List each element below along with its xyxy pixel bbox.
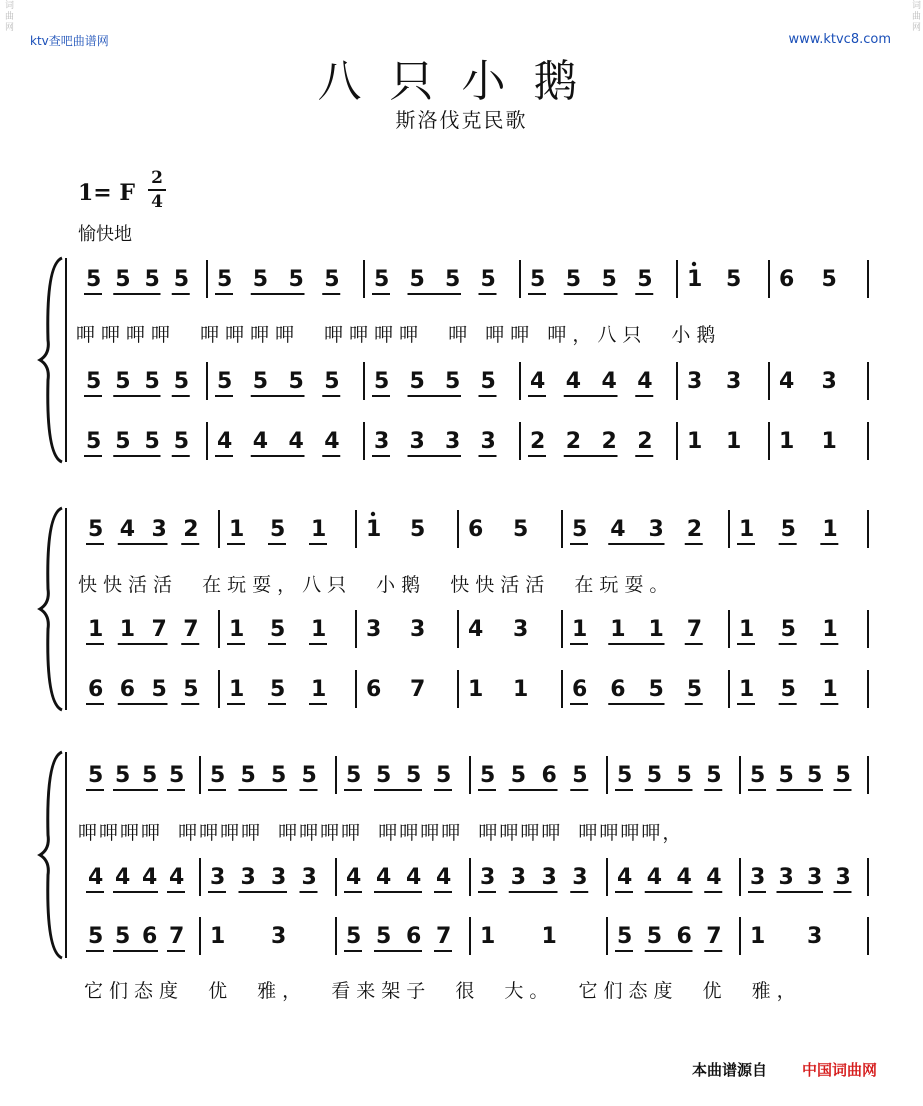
note: 5 [821,267,837,292]
note: 4 [252,429,269,454]
note: 6 [572,677,588,702]
note: 4 [676,865,692,890]
note: 3 [151,517,167,542]
note: 5 [480,763,496,788]
note: 3 [687,369,703,394]
note: 5 [270,677,286,702]
note: 5 [86,267,102,292]
note: 3 [821,369,837,394]
note: 1 [821,429,837,454]
time-signature-bottom: 4 [151,192,163,212]
note: 2 [601,429,617,454]
note: 4 [376,865,392,890]
note: 1 [750,924,766,949]
note: 1 [229,517,245,542]
lyrics-line-1: 呷呷呷呷 呷呷呷呷 呷呷呷呷 呷 呷呷 呷，八只 小鹅 [76,324,722,346]
note: 7 [151,617,167,642]
note: 4 [565,369,582,394]
note: 3 [778,865,794,890]
note: 6 [366,677,382,702]
note: 5 [217,369,233,394]
note: 1 [210,924,226,949]
note: 1 [311,617,327,642]
system-brace [40,752,62,958]
note: 3 [750,865,766,890]
note: 1 [229,677,245,702]
note: 1 [572,617,588,642]
note: 4 [468,617,484,642]
note: 3 [374,429,390,454]
note: 7 [183,617,199,642]
note: 5 [780,677,796,702]
note: 3 [513,617,529,642]
note: 7 [706,924,722,949]
note: 1 [311,517,327,542]
note: 3 [648,517,664,542]
note: 5 [807,763,823,788]
note: 5 [510,763,527,788]
note: 5 [530,267,546,292]
song-title: 八只小鹅 [317,56,606,107]
note: 6 [468,517,484,542]
note: 3 [807,924,823,949]
note: 1 [822,617,838,642]
note: 5 [726,267,742,292]
note: 5 [88,924,104,949]
note: 2 [637,429,653,454]
note: 2 [530,429,546,454]
note: 3 [445,429,461,454]
note: 5 [750,763,766,788]
note: 3 [807,865,823,890]
note: 1 [822,517,838,542]
note: 4 [119,517,136,542]
note: 1 [513,677,529,702]
note: 3 [480,865,496,890]
note: 1 [366,517,382,542]
note: 4 [530,369,546,394]
note: 5 [86,369,102,394]
note: 5 [169,763,185,788]
note: 1 [468,677,484,702]
note: 2 [183,517,199,542]
lyrics-line-3: 呷呷呷呷 呷呷呷呷 呷呷呷呷 呷呷呷呷 呷呷呷呷 呷呷呷呷， [78,822,684,844]
key-signature: 1= F [78,180,136,206]
note: 5 [151,677,167,702]
note: 5 [346,924,362,949]
note: 1 [610,617,626,642]
note: 3 [510,865,527,890]
song-origin: 斯洛伐克民歌 [395,108,528,132]
note: 1 [541,924,557,949]
note: 5 [778,763,794,788]
note: 2 [686,517,703,542]
note: 6 [119,677,136,702]
note: 1 [822,677,838,702]
note: 1 [119,617,136,642]
note: 4 [88,865,104,890]
note: 5 [648,677,664,702]
note: 6 [142,924,158,949]
note: 5 [88,517,104,542]
note: 5 [217,267,233,292]
note: 4 [288,429,304,454]
note: 5 [601,267,617,292]
note: 3 [726,369,742,394]
note: 5 [445,267,461,292]
note: 1 [687,429,703,454]
note: 5 [324,267,340,292]
note: 5 [617,924,633,949]
note: 4 [436,865,452,890]
note: 1 [739,617,755,642]
note: 3 [271,924,287,949]
note: 5 [410,517,426,542]
footer-source-label: 本曲谱源自 [692,1061,768,1079]
note: 4 [610,517,626,542]
note: 7 [686,617,703,642]
note: 5 [436,763,452,788]
note: 5 [115,267,131,292]
note: 5 [376,924,392,949]
note: 5 [706,763,722,788]
note: 5 [676,763,692,788]
note: 1 [88,617,104,642]
note: 3 [240,865,256,890]
time-signature-top: 2 [151,168,163,188]
note: 5 [144,369,160,394]
note: 5 [780,517,796,542]
lyrics-line-4: 它们态度 优 雅， 看来架子 很 大。 它们态度 优 雅， [84,980,802,1002]
note: 1 [229,617,245,642]
source-site-left[interactable]: ktv查吧曲谱网 [30,34,109,48]
note: 5 [646,924,663,949]
note: 3 [301,865,317,890]
note: 5 [173,369,190,394]
note: 5 [144,429,160,454]
note: 1 [739,677,755,702]
note: 5 [572,763,588,788]
note: 4 [779,369,795,394]
watermark-left: 词曲网 [3,0,13,33]
note: 5 [210,763,226,788]
note: 5 [270,517,286,542]
note: 5 [270,617,286,642]
system-brace [40,508,62,710]
note: 4 [217,429,233,454]
note: 5 [288,369,304,394]
note: 5 [301,763,317,788]
note: 6 [779,267,795,292]
note: 3 [835,865,851,890]
note: 5 [88,763,104,788]
note: 4 [142,865,158,890]
note: 3 [210,865,226,890]
note: 3 [572,865,588,890]
note: 1 [648,617,664,642]
note: 5 [480,369,496,394]
tempo-marking: 愉快地 [78,224,132,245]
note: 5 [565,267,582,292]
note: 4 [637,369,653,394]
note: 1 [779,429,795,454]
note: 3 [366,617,382,642]
note: 5 [144,267,160,292]
source-site-right[interactable]: www.ktvc8.com [788,32,891,47]
note: 5 [445,369,461,394]
note: 7 [169,924,185,949]
system-brace [40,258,62,462]
note: 5 [324,369,340,394]
footer-source-site[interactable]: 中国词曲网 [802,1061,878,1079]
note: 6 [88,677,104,702]
note: 1 [687,267,703,292]
note: 3 [271,865,287,890]
note: 5 [637,267,653,292]
note: 5 [288,267,304,292]
note: 2 [565,429,582,454]
note: 5 [686,677,703,702]
note: 3 [541,865,557,890]
note: 6 [676,924,692,949]
note: 6 [541,763,557,788]
note: 7 [436,924,452,949]
note: 4 [617,865,633,890]
note: 5 [252,267,269,292]
note: 5 [409,369,425,394]
note: 7 [410,677,426,702]
high-octave-dot [692,262,696,266]
note: 5 [115,429,131,454]
note: 5 [173,429,190,454]
note: 4 [115,865,131,890]
note: 5 [86,429,102,454]
note: 6 [406,924,422,949]
high-octave-dot [371,512,375,516]
lyrics-line-2: 快快活活 在玩耍，八只 小鹅 快快活活 在玩耍。 [78,574,675,596]
note: 1 [726,429,742,454]
note: 5 [271,763,287,788]
note: 5 [240,763,256,788]
note: 5 [513,517,529,542]
note: 5 [572,517,588,542]
note: 5 [346,763,362,788]
note: 5 [780,617,796,642]
note: 5 [142,763,158,788]
note: 5 [617,763,633,788]
note: 6 [610,677,626,702]
note: 5 [173,267,190,292]
note: 5 [374,369,390,394]
note: 3 [410,617,426,642]
note: 5 [480,267,496,292]
note: 1 [311,677,327,702]
note: 4 [406,865,422,890]
note: 4 [169,865,185,890]
note: 5 [115,924,131,949]
note: 5 [409,267,425,292]
note: 5 [183,677,199,702]
note: 4 [706,865,722,890]
note: 5 [115,763,131,788]
watermark-right: 词曲网 [910,0,920,33]
note: 3 [409,429,425,454]
note: 4 [601,369,617,394]
note: 4 [646,865,663,890]
note: 4 [324,429,340,454]
note: 5 [406,763,422,788]
note: 3 [480,429,496,454]
note: 1 [480,924,496,949]
note: 1 [739,517,755,542]
note: 5 [835,763,851,788]
note: 5 [646,763,663,788]
note: 5 [374,267,390,292]
note: 5 [115,369,131,394]
note: 4 [346,865,362,890]
note: 5 [376,763,392,788]
note: 5 [252,369,269,394]
